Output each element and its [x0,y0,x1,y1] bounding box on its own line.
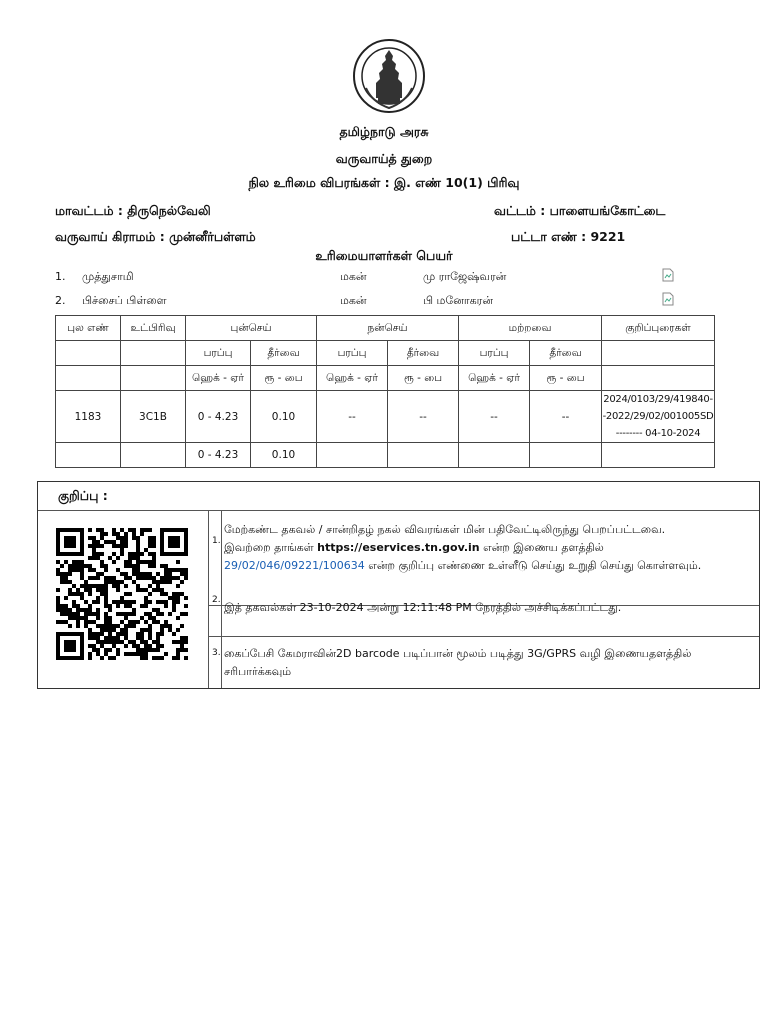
unit-hectare: ஹெக் - ஏர் [459,366,530,391]
cell-wet-area: -- [317,391,388,443]
cell-other-area: -- [459,391,530,443]
subhead-tax: தீர்வை [251,341,317,366]
subhead-area: பரப்பு [459,341,530,366]
note-2: இத் தகவல்கள் 23-10-2024 அன்று 12:11:48 PM நேரத்தில் அச்சிடிக்கப்பட்டது. [224,601,622,614]
note-3-number: 3. [212,648,221,658]
header-document-title: நில உரிமை விபரங்கள் : இ. எண் 10(1) பிரிவு [248,175,520,190]
notes-header [38,482,759,511]
tn-emblem-icon [352,38,426,114]
unit-hectare: ஹெக் - ஏர் [317,366,388,391]
owner-2-father: பி மனோகரன் [423,294,493,307]
header-government: தமிழ்நாடு அரசு [339,124,429,139]
eservices-link[interactable]: https://eservices.tn.gov.in [317,541,480,554]
subhead-area: பரப்பு [317,341,388,366]
owner-1-num: 1. [55,270,66,283]
col-subdivision: உட்பிரிவு [121,316,186,341]
col-wet-land: நன்செய் [317,316,459,341]
total-dry-area: 0 - 4.23 [186,443,251,468]
reference-number: 29/02/046/09221/100634 [224,559,365,572]
owner-1-relation: மகன் [340,270,367,283]
owner-1-father: மு ராஜேஷ்வரன் [423,270,507,283]
note-1-line-1: மேற்கண்ட தகவல் / சான்றிதழ் நகல் விவரங்கள் மின் பதிவேட்டிலிருந்து பெறப்பட்டவை. [224,523,666,536]
subhead-tax: தீர்வை [388,341,459,366]
cell-survey-number: 1183 [56,391,121,443]
notes-title: குறிப்பு : [58,488,108,503]
unit-hectare: ஹெக் - ஏர் [186,366,251,391]
note-3 [224,645,753,681]
cell-subdivision: 3C1B [121,391,186,443]
note-3-line-2: சரிபார்க்கவும் [224,665,292,678]
total-dry-tax: 0.10 [251,443,317,468]
note-3-line-1: கைப்பேசி கேமராவின்2D barcode படிப்பான் மூலம் படித்து 3G/GPRS வழி இணையதளத்தில் [224,647,692,660]
district-label: மாவட்டம் : திருநெல்வேலி [55,203,211,218]
taluk-label: வட்டம் : பாளையங்கோட்டை [494,203,666,218]
patta-number: பட்டா எண் : 9221 [511,229,626,244]
col-dry-land: புன்செய் [186,316,317,341]
owner-1-name: முத்துசாமி [82,270,134,283]
owner-2-num: 2. [55,294,66,307]
note-1-line-3 [224,557,753,575]
broken-image-icon [662,292,674,306]
owner-2-relation: மகன் [340,294,367,307]
broken-image-icon [662,268,674,282]
col-others: மற்றவை [459,316,602,341]
cell-wet-tax: -- [388,391,459,443]
unit-rupee: ரூ - பை [388,366,459,391]
subhead-tax: தீர்வை [530,341,602,366]
note-2-number: 2. [212,595,221,605]
remarks-line: 2024/0103/29/419840- [603,394,713,405]
village-label: வருவாய் கிராமம் : முன்னீர்பள்ளம் [55,229,256,244]
remarks-line: -------- 04-10-2024 [615,428,701,439]
cell-remarks [602,391,715,443]
note-1-number: 1. [212,536,221,546]
notes-panel [37,481,760,689]
col-remarks: குறிப்புரைகள் [602,316,715,341]
cell-dry-tax: 0.10 [251,391,317,443]
col-survey-number: புல எண் [56,316,121,341]
header-department: வருவாய்த் துறை [335,151,433,166]
remarks-line: -2022/29/02/001005SD [602,411,714,422]
note-1-text: என்ற குறிப்பு எண்ணை உள்ளீடு செய்து உறுதி செய்து கொள்ளவும். [364,559,702,572]
owners-title: உரிமையாளர்கள் பெயர் [315,248,453,263]
note-1-text: என்ற இணைய தளத்தில் [479,541,604,554]
subhead-area: பரப்பு [186,341,251,366]
qr-code-icon [56,528,188,660]
land-details-table [55,315,715,468]
owner-2-name: பிச்சைப் பிள்ளை [82,294,167,307]
note-1-text: இவற்றை தாங்கள் [224,541,318,554]
note-1-line-2 [224,539,753,557]
unit-rupee: ரூ - பை [251,366,317,391]
cell-other-tax: -- [530,391,602,443]
unit-rupee: ரூ - பை [530,366,602,391]
qr-cell [38,510,209,688]
note-1 [224,521,753,575]
cell-dry-area: 0 - 4.23 [186,391,251,443]
